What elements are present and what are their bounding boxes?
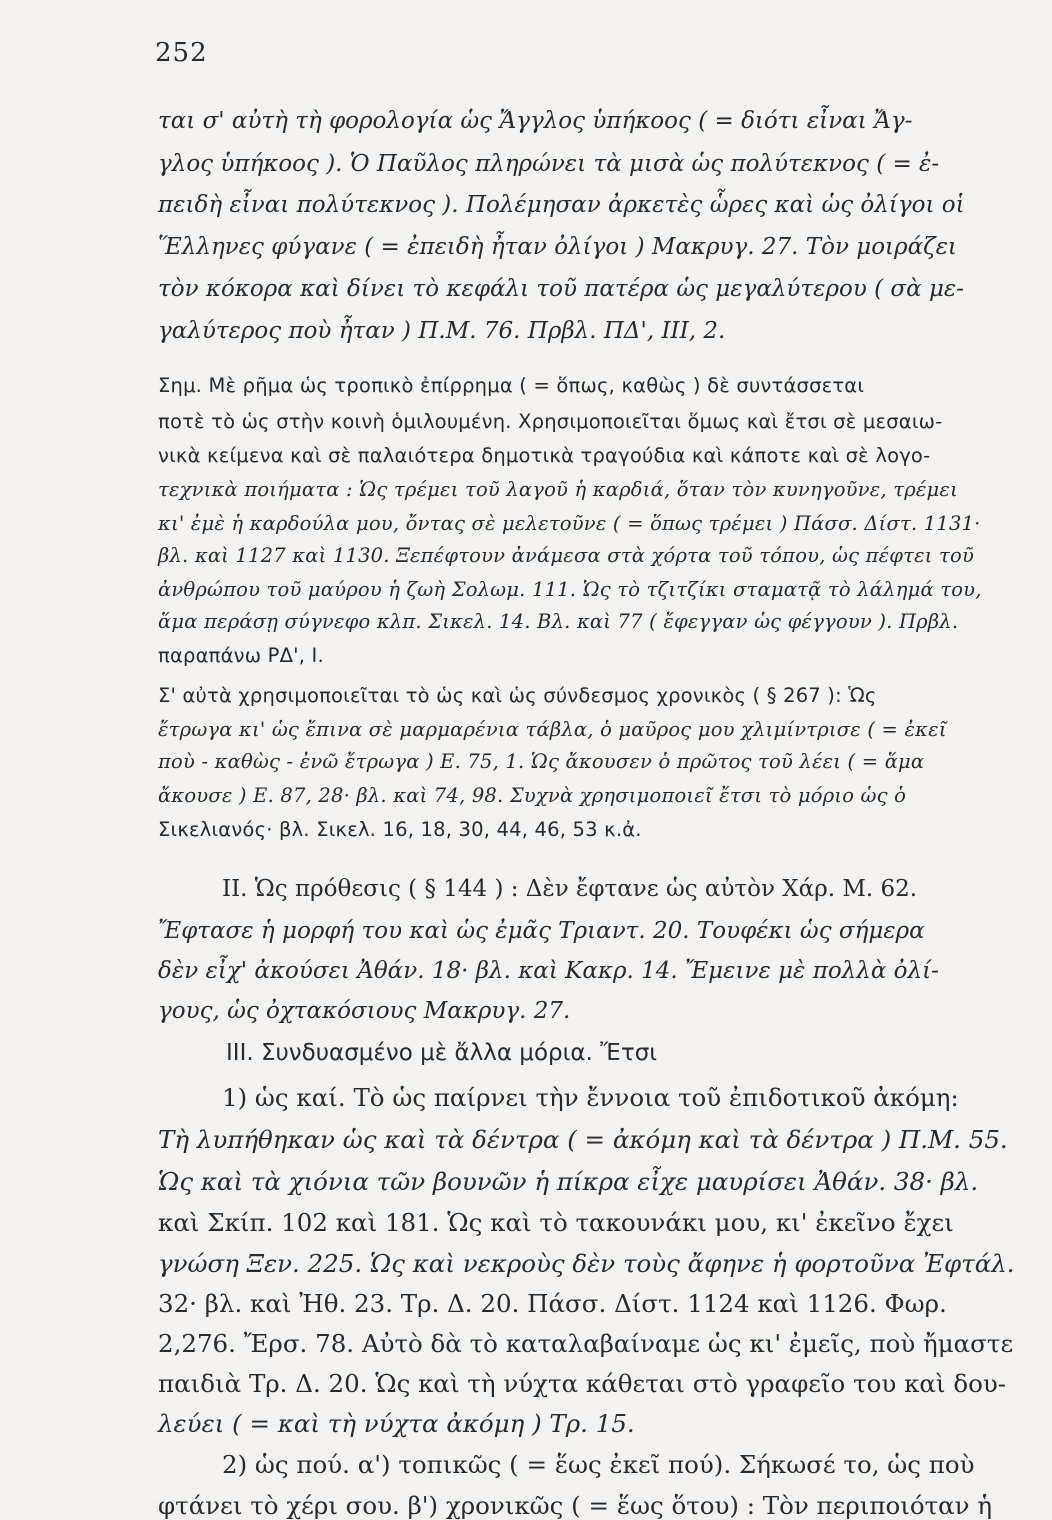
note-line-9: παραπάνω ΡΔ', Ι. bbox=[158, 644, 324, 667]
text-line-6: γαλύτερος ποὺ ἦταν ) Π.Μ. 76. Πρβλ. ΠΔ', ΙΙΙ, 2. bbox=[158, 318, 726, 344]
text-line-3: πειδὴ εἶναι πολύτεκνος ). Πολέμησαν ἀρκετὲς ὧρες καὶ ὡς ὀλίγοι οἱ bbox=[158, 192, 965, 218]
section-3-line-7: 2,276. Ἔρσ. 78. Αὐτὸ δὰ τὸ καταλαβαίναμε ὡς κι' ἐμεῖς, ποὺ ἤμαστε bbox=[158, 1329, 1014, 1358]
note-line-10: Σ' αὐτὰ χρησιμοποιεῖται τὸ ὡς καὶ ὡς σύνδεσμος χρονικὸς ( § 267 ): Ὡς bbox=[158, 684, 877, 707]
section-3-line-9: λεύει ( = καὶ τὴ νύχτα ἀκόμη ) Τρ. 15. bbox=[158, 1409, 635, 1438]
section-3-line-10: 2) ὡς πού. α') τοπικῶς ( = ἕως ἐκεῖ πού). Σήκωσέ το, ὡς ποὺ bbox=[222, 1450, 975, 1479]
note-line-12: ποὺ - καθὼς - ἐνῶ ἔτρωγα ) Ε. 75, 1. Ὡς ἄκουσεν ὁ πρῶτος τοῦ λέει ( = ἅμα bbox=[158, 750, 925, 773]
note-line-1: Σημ. Μὲ ρῆμα ὡς τροπικὸ ἐπίρρημα ( = ὅπως, καθὼς ) δὲ συντάσσεται bbox=[158, 374, 865, 397]
note-line-6: βλ. καὶ 1127 καὶ 1130. Ξεπέφτουν ἀνάμεσα στὰ χόρτα τοῦ τόπου, ὡς πέφτει τοῦ bbox=[158, 544, 975, 567]
section-2-line-4: γους, ὡς ὀχτακόσιους Μακρυγ. 27. bbox=[158, 998, 571, 1024]
note-line-11: ἔτρωγα κι' ὡς ἔπινα σὲ μαρμαρένια τάβλα, ὁ μαῦρος μου χλιμίντρισε ( = ἐκεῖ bbox=[158, 718, 947, 741]
note-line-7: ἀνθρώπου τοῦ μαύρου ἡ ζωὴ Σολωμ. 111. Ὡς τὸ τζιτζίκι σταματᾷ τὸ λάλημά του, bbox=[158, 578, 982, 601]
note-line-14: Σικελιανός· βλ. Σικελ. 16, 18, 30, 44, 46, 53 κ.ἀ. bbox=[158, 818, 642, 841]
section-3-line-11: φτάνει τὸ χέρι σου. β') χρονικῶς ( = ἕως ὅτου) : Τὸν περιποιόταν ἡ bbox=[158, 1491, 993, 1520]
section-3-heading: ΙΙΙ. Συνδυασμένο μὲ ἄλλα μόρια. Ἔτσι bbox=[226, 1040, 658, 1066]
section-3-line-8: παιδιὰ Τρ. Δ. 20. Ὡς καὶ τὴ νύχτα κάθεται στὸ γραφεῖο του καὶ δου- bbox=[158, 1369, 1007, 1398]
note-line-3: νικὰ κείμενα καὶ σὲ παλαιότερα δημοτικὰ τραγούδια καὶ κάποτε καὶ σὲ λογο- bbox=[158, 444, 931, 467]
section-3-line-6: 32· βλ. καὶ Ἠθ. 23. Τρ. Δ. 20. Πάσσ. Δίστ. 1124 καὶ 1126. Φωρ. bbox=[158, 1289, 947, 1318]
section-3-line-1: 1) ὡς καί. Τὸ ὡς παίρνει τὴν ἔννοια τοῦ ἐπιδοτικοῦ ἀκόμη: bbox=[222, 1083, 959, 1112]
text-line-1: ται σ' αὐτὴ τὴ φορολογία ὡς Ἄγγλος ὑπήκοος ( = διότι εἶναι Ἄγ- bbox=[158, 108, 913, 134]
section-2-line-1: ΙΙ. Ὡς πρόθεσις ( § 144 ) : Δὲν ἔφτανε ὡς αὐτὸν Χάρ. Μ. 62. bbox=[222, 876, 918, 902]
section-2-line-2: Ἔφτασε ἡ μορφή του καὶ ὡς ἐμᾶς Τριαντ. 20. Τουφέκι ὡς σήμερα bbox=[158, 918, 925, 944]
text-line-5: τὸν κόκορα καὶ δίνει τὸ κεφάλι τοῦ πατέρα ὡς μεγαλύτερου ( σὰ με- bbox=[158, 276, 965, 302]
section-3-line-5: γνώση Ξεν. 225. Ὡς καὶ νεκροὺς δὲν τοὺς ἄφηνε ἡ φορτοῦνα Ἐφτάλ. bbox=[158, 1249, 1015, 1278]
note-line-4: τεχνικὰ ποιήματα : Ὡς τρέμει τοῦ λαγοῦ ἡ καρδιά, ὅταν τὸν κυνηγοῦνε, τρέμει bbox=[158, 478, 958, 501]
note-line-2: ποτὲ τὸ ὡς στὴν κοινὴ ὁμιλουμένη. Χρησιμοποιεῖται ὅμως καὶ ἔτσι σὲ μεσαιω- bbox=[158, 410, 943, 433]
note-line-8: ἅμα περάσῃ σύγνεφο κλπ. Σικελ. 14. Βλ. καὶ 77 ( ἔφεγγαν ὡς φέγγουν ). Πρβλ. bbox=[158, 610, 959, 633]
text-line-4: Ἕλληνες φύγανε ( = ἐπειδὴ ἦταν ὀλίγοι ) Μακρυγ. 27. Τὸν μοιράζει bbox=[158, 234, 957, 260]
section-2-line-3: δὲν εἶχ' ἀκούσει Ἀθάν. 18· βλ. καὶ Κακρ. 14. Ἔμεινε μὲ πολλὰ ὀλί- bbox=[158, 958, 939, 984]
section-3-line-3: Ὡς καὶ τὰ χιόνια τῶν βουνῶν ἡ πίκρα εἶχε μαυρίσει Ἀθάν. 38· βλ. bbox=[158, 1167, 979, 1196]
section-3-line-4: καὶ Σκίπ. 102 καὶ 181. Ὡς καὶ τὸ τακουνάκι μου, κι' ἐκεῖνο ἔχει bbox=[158, 1208, 954, 1237]
note-line-13: ἄκουσε ) Ε. 87, 28· βλ. καὶ 74, 98. Συχνὰ χρησιμοποιεῖ ἔτσι τὸ μόριο ὡς ὁ bbox=[158, 784, 907, 807]
note-line-5: κι' ἐμὲ ἡ καρδούλα μου, ὄντας σὲ μελετοῦνε ( = ὅπως τρέμει ) Πάσσ. Δίστ. 1131· bbox=[158, 512, 981, 535]
page-number: 252 bbox=[155, 38, 208, 68]
text-line-2: γλος ὑπήκοος ). Ὁ Παῦλος πληρώνει τὰ μισὰ ὡς πολύτεκνος ( = ἐ- bbox=[158, 151, 940, 177]
section-3-line-2: Τὴ λυπήθηκαν ὡς καὶ τὰ δέντρα ( = ἀκόμη καὶ τὰ δέντρα ) Π.Μ. 55. bbox=[158, 1125, 1008, 1154]
